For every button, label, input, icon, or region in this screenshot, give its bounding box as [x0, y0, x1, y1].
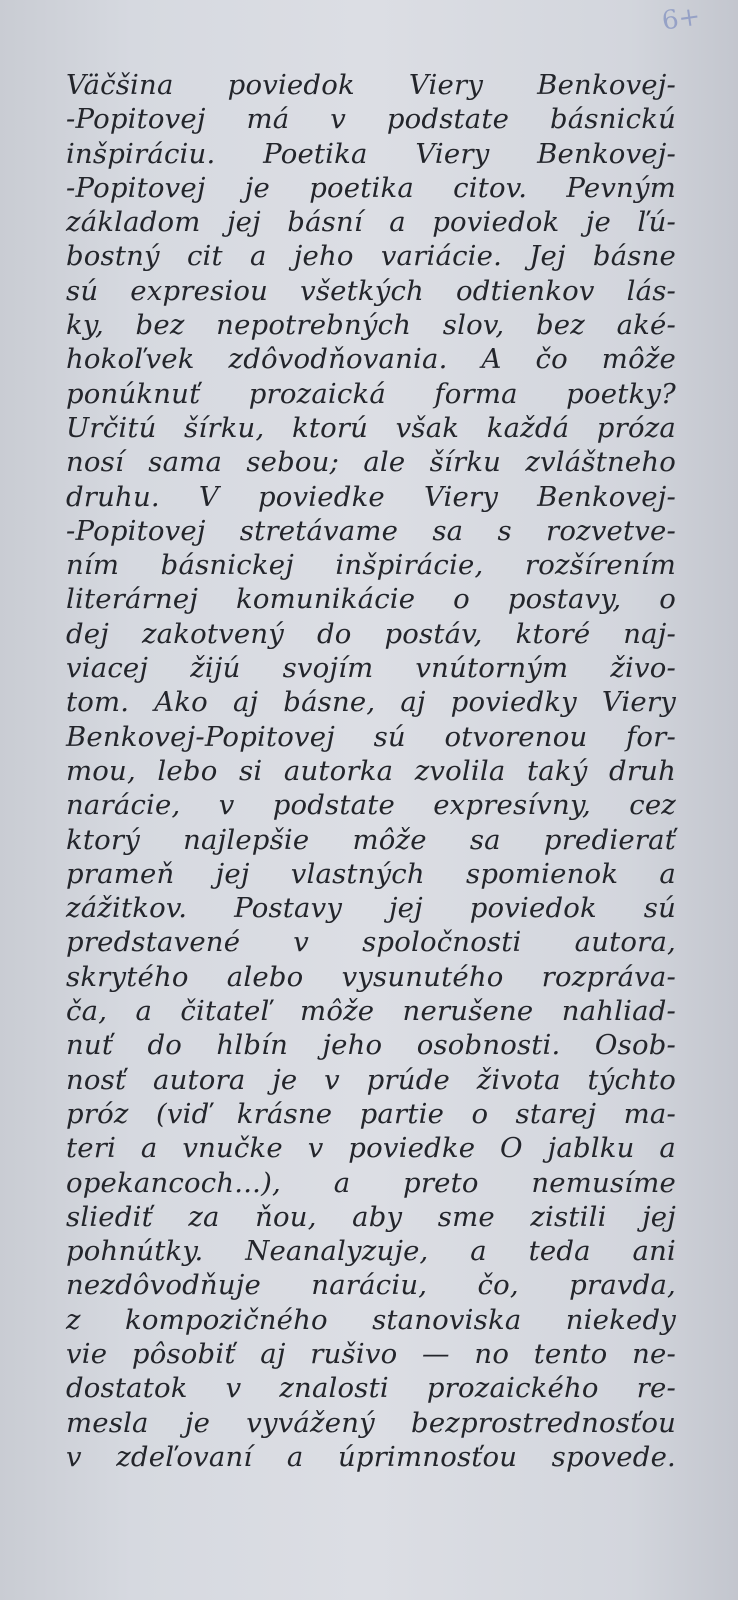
- text-line: ča, a čitateľ môže nerušene nahliad-: [66, 995, 676, 1028]
- text-line: druhu. V poviedke Viery Benkovej-: [66, 480, 676, 513]
- text-line: ktorý najlepšie môže sa predierať: [66, 823, 676, 856]
- text-line: Benkovej-Popitovej sú otvorenou for-: [66, 720, 676, 753]
- body-paragraph: [66, 68, 676, 1474]
- text-line: -Popitovej stretávame sa s rozvetve-: [66, 514, 676, 547]
- text-line: mou, lebo si autorka zvolila taký druh: [66, 754, 676, 787]
- text-line: Určitú šírku, ktorú však každá próza: [66, 411, 676, 444]
- text-line: viacej žijú svojím vnútorným živo-: [66, 652, 676, 685]
- text-line: predstavené v spoločnosti autora,: [66, 926, 676, 959]
- text-line: nosí sama sebou; ale šírku zvláštneho: [66, 446, 676, 479]
- text-line: nezdôvodňuje naráciu, čo, pravda,: [66, 1269, 676, 1302]
- text-line: -Popitovej má v podstate básnickú: [66, 103, 676, 136]
- text-line: próz (viď krásne partie o starej ma-: [66, 1097, 676, 1130]
- text-line: teri a vnučke v poviedke O jablku a: [66, 1132, 676, 1165]
- text-line: sú expresiou všetkých odtienkov lás-: [66, 274, 676, 307]
- text-line: Väčšina poviedok Viery Benkovej-: [66, 69, 676, 101]
- text-line: bostný cit a jeho variácie. Jej básne: [66, 240, 676, 273]
- text-line: ním básnickej inšpirácie, rozšírením: [66, 549, 676, 582]
- text-line: skrytého alebo vysunutého rozpráva-: [66, 960, 676, 993]
- text-line: z kompozičného stanoviska niekedy: [66, 1303, 676, 1336]
- text-line: literárnej komunikácie o postavy, o: [66, 583, 676, 616]
- text-line: sliediť za ňou, aby sme zistili jej: [66, 1200, 676, 1233]
- text-line: základom jej básní a poviedok je ľú-: [66, 206, 676, 239]
- text-line: ky, bez nepotrebných slov, bez aké-: [66, 309, 676, 342]
- text-line: ponúknuť prozaická forma poetky?: [66, 377, 676, 410]
- text-line: nuť do hlbín jeho osobnosti. Osob-: [66, 1029, 676, 1062]
- text-line: pohnútky. Neanalyzuje, a teda ani: [66, 1235, 676, 1268]
- text-line: nosť autora je v prúde života týchto: [66, 1063, 676, 1096]
- text-line: zážitkov. Postavy jej poviedok sú: [66, 892, 676, 925]
- text-line: v zdeľovaní a úprimnosťou spovede.: [66, 1440, 676, 1473]
- text-line: narácie, v podstate expresívny, cez: [66, 789, 676, 822]
- text-line: -Popitovej je poetika citov. Pevným: [66, 171, 676, 204]
- text-line: prameň jej vlastných spomienok a: [66, 857, 676, 890]
- text-line: dej zakotvený do postáv, ktoré naj-: [66, 617, 676, 650]
- text-line: vie pôsobiť aj rušivo — no tento ne-: [66, 1337, 676, 1370]
- text-line: tom. Ako aj básne, aj poviedky Viery: [66, 686, 676, 719]
- text-line: inšpiráciu. Poetika Viery Benkovej-: [66, 137, 676, 170]
- text-line: opekancoch...), a preto nemusíme: [66, 1166, 676, 1199]
- text-line: dostatok v znalosti prozaického re-: [66, 1372, 676, 1405]
- text-line: hokoľvek zdôvodňovania. A čo môže: [66, 343, 676, 376]
- text-line: mesla je vyvážený bezprostrednosťou: [66, 1406, 676, 1439]
- handwritten-corner-mark: 6+: [660, 1, 703, 37]
